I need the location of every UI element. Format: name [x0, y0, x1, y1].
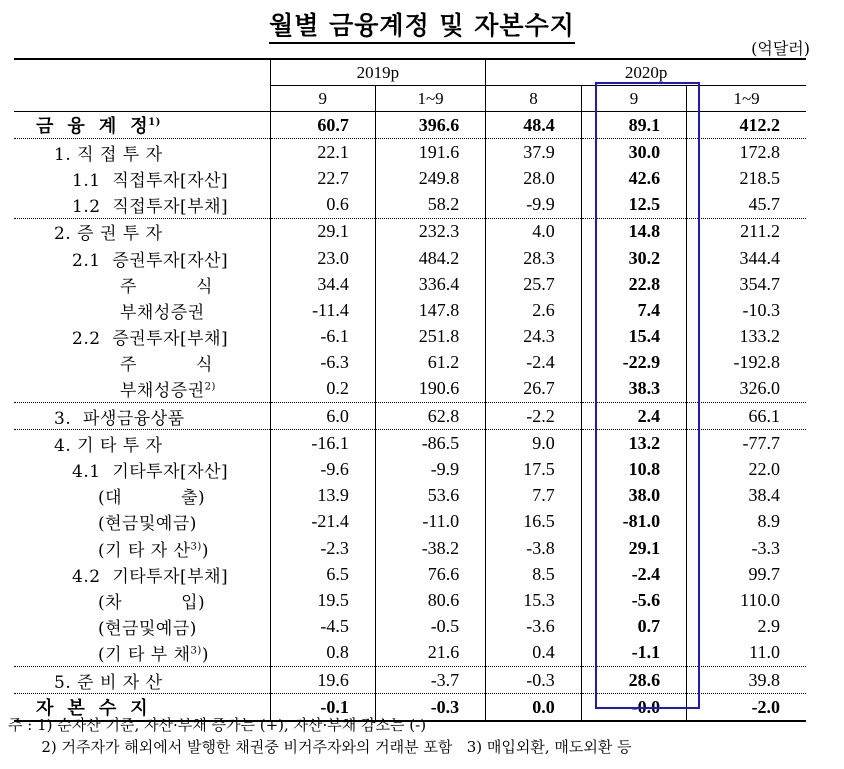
header-month: 8: [486, 86, 582, 112]
cell-value: 190.6: [375, 376, 485, 403]
footnotes: [8, 714, 632, 758]
row-label: [14, 297, 270, 323]
cell-value: -11.0: [375, 509, 485, 535]
cell-value: 7.7: [486, 483, 582, 509]
cell-value: 12.5: [581, 192, 686, 219]
financial-account-table: [14, 58, 806, 722]
cell-value: 24.3: [486, 324, 582, 350]
cell-value: -0.5: [375, 614, 485, 640]
cell-value: 2.9: [687, 614, 806, 640]
cell-value: 66.1: [687, 403, 806, 430]
row-label-text: 4.2 기타투자[부채]: [72, 566, 229, 587]
table-row: [14, 218, 806, 245]
row-label: [14, 112, 270, 139]
title-text: 월별 금융계정 및 자본수지: [269, 11, 575, 44]
table-row: [14, 324, 806, 350]
cell-value: 0.2: [270, 376, 375, 403]
cell-value: 6.5: [270, 561, 375, 587]
row-label-suffix: ): [201, 645, 209, 666]
cell-value: 10.8: [581, 456, 686, 482]
cell-value: 133.2: [687, 324, 806, 350]
cell-value: 38.3: [581, 376, 686, 403]
cell-value: 344.4: [687, 245, 806, 271]
row-label-text: 2. 증 권 투 자: [54, 224, 163, 245]
footnote-ref: 2): [204, 381, 216, 393]
cell-value: 29.1: [270, 218, 375, 245]
cell-value: 34.4: [270, 271, 375, 297]
row-label: [14, 587, 270, 613]
row-label: [14, 192, 270, 219]
cell-value: 110.0: [687, 587, 806, 613]
cell-value: -86.5: [375, 430, 485, 457]
table-row: [14, 561, 806, 587]
cell-value: 26.7: [486, 376, 582, 403]
row-label: [14, 535, 270, 561]
row-label-text: 4.1 기타투자[자산]: [72, 462, 229, 483]
cell-value: 19.6: [270, 666, 375, 693]
cell-value: 42.6: [581, 165, 686, 191]
cell-value: 354.7: [687, 271, 806, 297]
header-month: 9: [270, 86, 375, 112]
cell-value: 0.7: [581, 614, 686, 640]
cell-value: 16.5: [486, 509, 582, 535]
cell-value: 23.0: [270, 245, 375, 271]
row-label-text: (기 타 자 산: [98, 540, 191, 561]
footnote-ref: 1): [148, 117, 161, 129]
cell-value: 172.8: [687, 139, 806, 166]
cell-value: -10.3: [687, 297, 806, 323]
row-label: [14, 430, 270, 457]
header-month: 1~9: [687, 86, 806, 112]
row-label: [14, 139, 270, 166]
cell-value: -3.6: [486, 614, 582, 640]
cell-value: -0.1: [270, 694, 375, 722]
cell-value: 4.0: [486, 218, 582, 245]
cell-value: -2.0: [687, 694, 806, 722]
cell-value: 9.0: [486, 430, 582, 457]
row-label: [14, 324, 270, 350]
cell-value: 2.4: [581, 403, 686, 430]
row-label: [14, 614, 270, 640]
cell-value: 0.8: [270, 640, 375, 667]
cell-value: 22.7: [270, 165, 375, 191]
cell-value: 251.8: [375, 324, 485, 350]
row-label-text: 주 식: [120, 276, 213, 297]
cell-value: -9.9: [486, 192, 582, 219]
row-label-text: (현금및예금): [98, 514, 197, 535]
row-label-text: 1.1 직접투자[자산]: [72, 170, 229, 191]
cell-value: -4.5: [270, 614, 375, 640]
table-row: [14, 456, 806, 482]
footnote-ref: 3): [190, 645, 202, 657]
row-label: [14, 403, 270, 430]
cell-value: -3.3: [687, 535, 806, 561]
cell-value: 211.2: [687, 218, 806, 245]
cell-value: 11.0: [687, 640, 806, 667]
table-row: [14, 614, 806, 640]
cell-value: 412.2: [687, 112, 806, 139]
cell-value: 39.8: [687, 666, 806, 693]
row-label: [14, 509, 270, 535]
header-year: 2019p: [270, 59, 486, 86]
table-row: [14, 640, 806, 667]
cell-value: 45.7: [687, 192, 806, 219]
cell-value: 13.9: [270, 483, 375, 509]
cell-value: 13.2: [581, 430, 686, 457]
cell-value: 15.4: [581, 324, 686, 350]
row-label-text: 1.2 직접투자[부채]: [72, 197, 229, 218]
cell-value: -9.9: [375, 456, 485, 482]
row-label-text: 부채성증권: [120, 381, 205, 402]
cell-value: 37.9: [486, 139, 582, 166]
table-row: [14, 165, 806, 191]
table-row: [14, 192, 806, 219]
cell-value: 29.1: [581, 535, 686, 561]
cell-value: 25.7: [486, 271, 582, 297]
cell-value: -0.3: [486, 666, 582, 693]
cell-value: 2.6: [486, 297, 582, 323]
cell-value: 0.0: [486, 694, 582, 722]
row-label: [14, 640, 270, 667]
cell-value: 76.6: [375, 561, 485, 587]
table-row: [14, 509, 806, 535]
row-label-text: (차 입): [98, 592, 206, 613]
cell-value: 30.0: [581, 139, 686, 166]
table-row: [14, 350, 806, 376]
cell-value: 249.8: [375, 165, 485, 191]
cell-value: 48.4: [486, 112, 582, 139]
cell-value: 8.9: [687, 509, 806, 535]
row-label-text: 금 융 계 정: [36, 116, 149, 138]
table-row: [14, 112, 806, 139]
table-row: [14, 245, 806, 271]
cell-value: 0.6: [270, 192, 375, 219]
cell-value: 14.8: [581, 218, 686, 245]
cell-value: -3.8: [486, 535, 582, 561]
row-label: [14, 218, 270, 245]
row-label: [14, 666, 270, 693]
cell-value: 6.0: [270, 403, 375, 430]
cell-value: -21.4: [270, 509, 375, 535]
footnote: 2) 거주자가 해외에서 발행한 채권중 비거주자와의 거래분 포함 3) 매입외환, 매도외환 등: [8, 738, 632, 756]
cell-value: 21.6: [375, 640, 485, 667]
row-label-text: 주 식: [120, 355, 213, 376]
cell-value: 326.0: [687, 376, 806, 403]
table-row: [14, 403, 806, 430]
cell-value: 28.3: [486, 245, 582, 271]
row-label-text: (기 타 부 채: [98, 645, 191, 666]
cell-value: 336.4: [375, 271, 485, 297]
cell-value: -1.1: [581, 640, 686, 667]
table-row: [14, 483, 806, 509]
cell-value: 62.8: [375, 403, 485, 430]
row-label: [14, 245, 270, 271]
cell-value: 53.6: [375, 483, 485, 509]
cell-value: -81.0: [581, 509, 686, 535]
page-title: [0, 6, 844, 42]
header-month: 9: [581, 86, 686, 112]
cell-value: 80.6: [375, 587, 485, 613]
cell-value: 19.5: [270, 587, 375, 613]
cell-value: 7.4: [581, 297, 686, 323]
cell-value: -0.0: [581, 694, 686, 722]
footnote: 주 : 1) 순자산 기준, 자산·부채 증가는 (+), 자산·부채 감소는 (-): [8, 716, 427, 734]
header-year: 2020p: [486, 59, 806, 86]
table-row: [14, 271, 806, 297]
cell-value: 99.7: [687, 561, 806, 587]
cell-value: 17.5: [486, 456, 582, 482]
cell-value: 22.8: [581, 271, 686, 297]
table-row: [14, 376, 806, 403]
cell-value: -9.6: [270, 456, 375, 482]
cell-value: -2.3: [270, 535, 375, 561]
row-label-text: (대 출): [98, 488, 206, 509]
cell-value: 38.0: [581, 483, 686, 509]
cell-value: 232.3: [375, 218, 485, 245]
cell-value: 147.8: [375, 297, 485, 323]
row-label: [14, 376, 270, 403]
cell-value: 28.6: [581, 666, 686, 693]
table-row: [14, 587, 806, 613]
cell-value: -16.1: [270, 430, 375, 457]
cell-value: -2.2: [486, 403, 582, 430]
cell-value: 191.6: [375, 139, 485, 166]
cell-value: 22.0: [687, 456, 806, 482]
cell-value: 484.2: [375, 245, 485, 271]
cell-value: 61.2: [375, 350, 485, 376]
row-label: [14, 561, 270, 587]
header-row-years: [14, 59, 806, 86]
cell-value: -38.2: [375, 535, 485, 561]
cell-value: -6.1: [270, 324, 375, 350]
row-label: [14, 483, 270, 509]
row-label-text: 1. 직 접 투 자: [54, 144, 163, 165]
cell-value: -2.4: [486, 350, 582, 376]
cell-value: -77.7: [687, 430, 806, 457]
cell-value: 0.4: [486, 640, 582, 667]
cell-value: -192.8: [687, 350, 806, 376]
row-label-suffix: ): [201, 540, 209, 561]
cell-value: 58.2: [375, 192, 485, 219]
row-label: [14, 165, 270, 191]
unit-label: (억달러): [751, 39, 810, 58]
table-row: [14, 139, 806, 166]
cell-value: -3.7: [375, 666, 485, 693]
header-blank: [14, 59, 270, 112]
cell-value: -2.4: [581, 561, 686, 587]
cell-value: -6.3: [270, 350, 375, 376]
row-label-text: 2.1 증권투자[자산]: [72, 250, 229, 271]
cell-value: -0.3: [375, 694, 485, 722]
cell-value: 30.2: [581, 245, 686, 271]
cell-value: 396.6: [375, 112, 485, 139]
cell-value: 38.4: [687, 483, 806, 509]
table-row: [14, 535, 806, 561]
row-label: [14, 350, 270, 376]
table-row: [14, 666, 806, 693]
cell-value: -5.6: [581, 587, 686, 613]
cell-value: -11.4: [270, 297, 375, 323]
cell-value: 22.1: [270, 139, 375, 166]
cell-value: 15.3: [486, 587, 582, 613]
row-label-text: 3. 파생금융상품: [54, 408, 185, 429]
table-row: [14, 297, 806, 323]
cell-value: -22.9: [581, 350, 686, 376]
row-label-text: 5. 준 비 자 산: [54, 672, 163, 693]
cell-value: 89.1: [581, 112, 686, 139]
row-label-text: 자 본 수 지: [36, 698, 149, 720]
row-label-text: (현금및예금): [98, 619, 197, 640]
cell-value: 28.0: [486, 165, 582, 191]
row-label-text: 4. 기 타 투 자: [54, 435, 163, 456]
row-label: [14, 271, 270, 297]
table-row: [14, 430, 806, 457]
cell-value: 8.5: [486, 561, 582, 587]
cell-value: 218.5: [687, 165, 806, 191]
row-label: [14, 456, 270, 482]
row-label-text: 부채성증권: [120, 302, 205, 323]
footnote-ref: 3): [190, 540, 202, 552]
header-month: 1~9: [375, 86, 485, 112]
cell-value: 60.7: [270, 112, 375, 139]
row-label-text: 2.2 증권투자[부채]: [72, 329, 229, 350]
